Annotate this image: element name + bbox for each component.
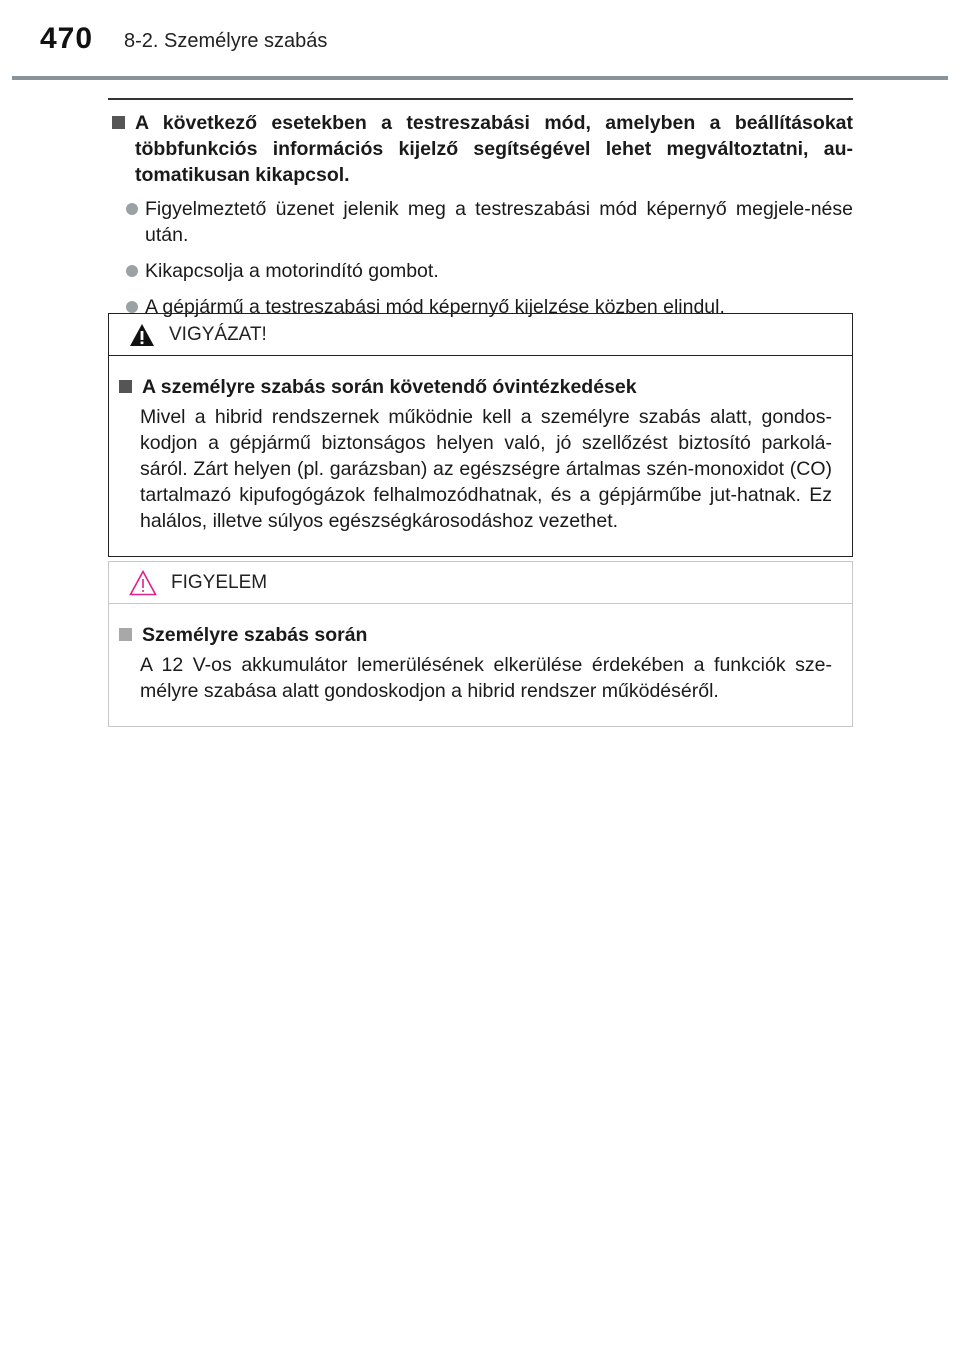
square-bullet-icon	[119, 628, 132, 641]
top-rule	[108, 98, 853, 100]
circle-bullet-icon	[126, 265, 138, 277]
list-item	[126, 196, 853, 248]
caution-body	[109, 356, 852, 556]
circle-bullet-icon	[126, 301, 138, 313]
caution-text: Mivel a hibrid rendszernek működnie kell a személyre szabás alatt, gondos-kodjon a gépjármű biztonságos helyen való, jó szellőzést biztosító parkolá-sáról. Zárt helyen (pl. garázsban) az egészségre ártalmas szén-monoxidot (CO) tartalmazó kipufogógázok felhalmozódhatnak, és a gépjárműbe jut-hatnak. Ez halálos, illetve súlyos egészségkárosodáshoz vezethet.	[140, 406, 832, 532]
notice-text: A 12 V-os akkumulátor lemerülésének elkerülése érdekében a funkciók sze-mélyre szabása alatt gondoskodjon a hibrid rendszer működéséről.	[140, 654, 832, 702]
caution-box	[108, 313, 853, 557]
caution-subheading-text: A személyre szabás során követendő óvintézkedések	[142, 376, 637, 398]
square-bullet-icon	[112, 116, 125, 129]
caution-triangle-icon	[129, 570, 157, 596]
notice-subheading	[115, 622, 832, 648]
bullet-list	[126, 196, 853, 320]
main-heading-text: A következő esetekben a testreszabási mód, amelyben a beállításokat többfunkciós információs kijelző segítségével lehet megváltoztatni, au-tomatikusan kikapcsol.	[135, 112, 853, 186]
list-item	[126, 258, 853, 284]
caution-subheading	[115, 374, 832, 400]
notice-title: FIGYELEM	[171, 571, 268, 593]
section-title: 8-2. Személyre szabás	[124, 30, 328, 52]
caution-title: VIGYÁZAT!	[169, 323, 267, 345]
notice-box	[108, 561, 853, 727]
notice-subheading-text: Személyre szabás során	[142, 624, 368, 646]
list-item-text: Figyelmeztető üzenet jelenik meg a testreszabási mód képernyő megjele-nése után.	[145, 198, 853, 246]
notice-header	[109, 562, 852, 604]
notice-body	[109, 604, 852, 726]
list-item-text: A gépjármű a testreszabási mód képernyő kijelzése közben elindul.	[145, 296, 725, 318]
page-number: 470	[40, 22, 94, 55]
warning-triangle-icon	[129, 323, 155, 347]
main-content	[108, 110, 853, 330]
caution-header	[109, 314, 852, 356]
list-item-text: Kikapcsolja a motorindító gombot.	[145, 260, 439, 282]
square-bullet-icon	[119, 380, 132, 393]
header-rule	[12, 76, 948, 80]
circle-bullet-icon	[126, 203, 138, 215]
main-heading	[108, 110, 853, 188]
